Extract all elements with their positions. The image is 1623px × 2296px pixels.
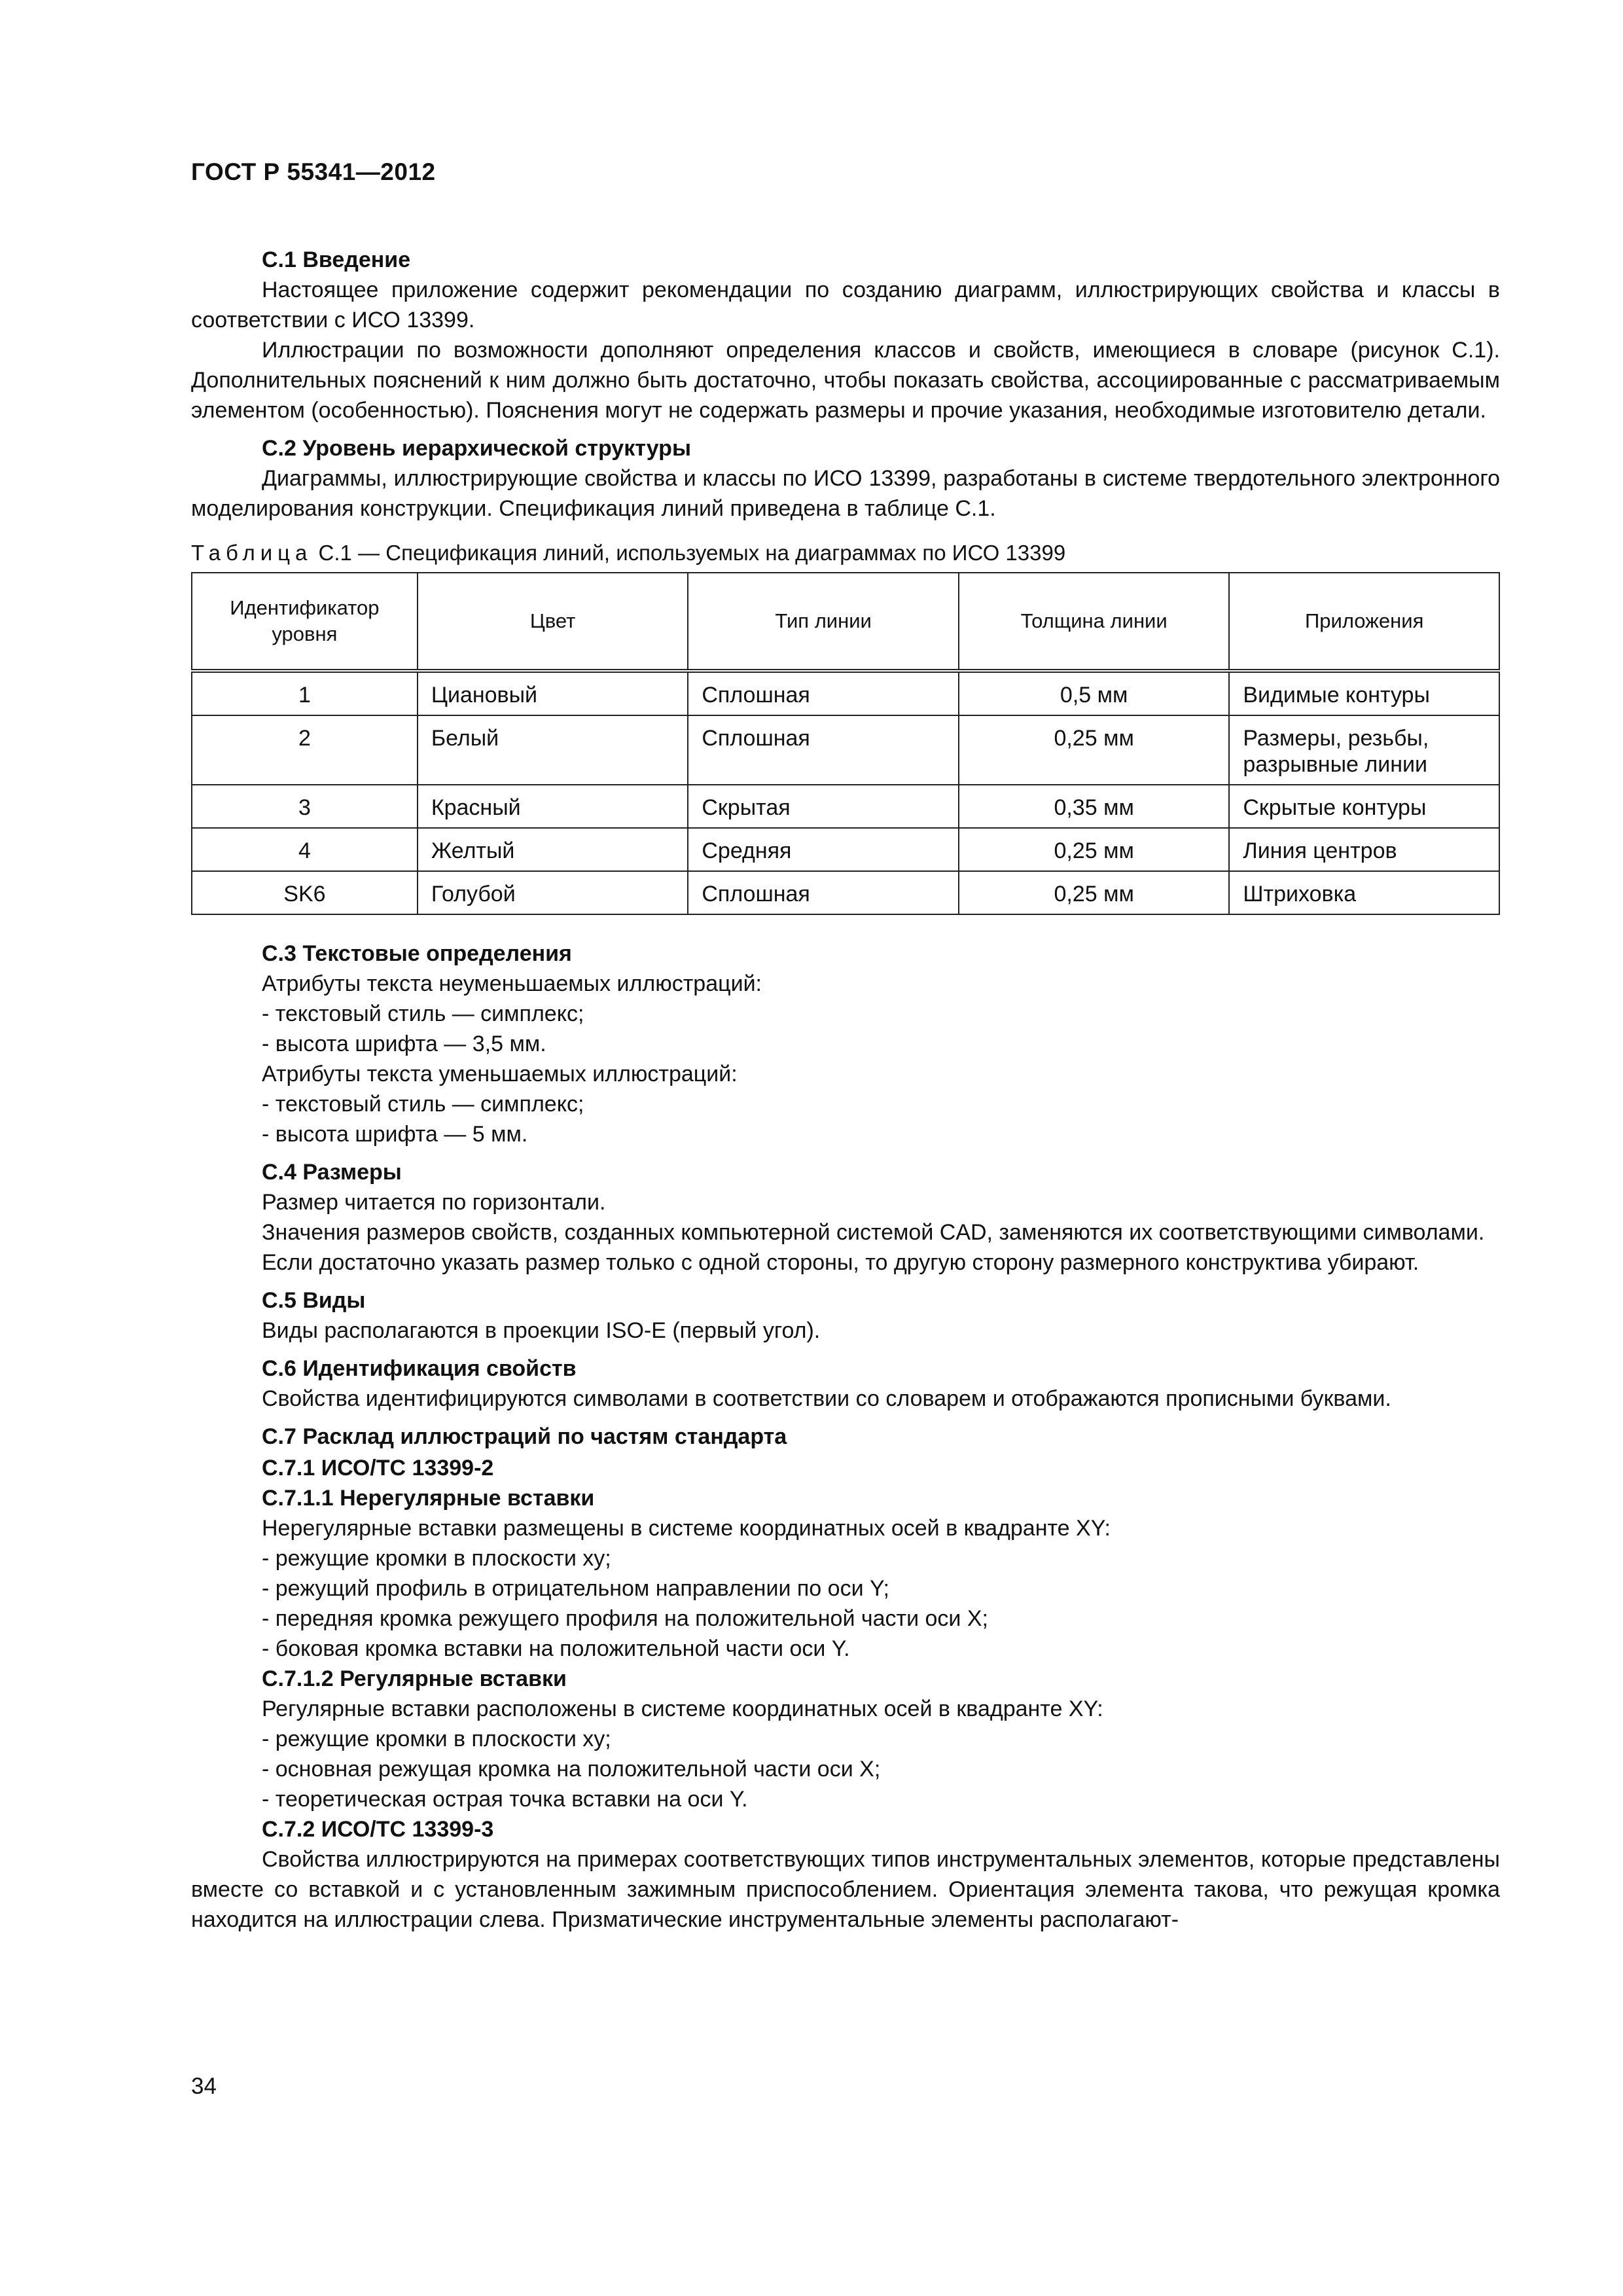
table-header-row — [192, 573, 1499, 671]
list-item: - боковая кромка вставки на положительной части оси Y. — [262, 1636, 850, 1661]
subsection-heading-c7-1-1: С.7.1.1 Нерегулярные вставки — [262, 1486, 595, 1511]
list-item: - высота шрифта — 3,5 мм. — [262, 1031, 546, 1056]
list-item: - текстовый стиль — симплекс; — [262, 1001, 584, 1026]
paragraph: Свойства иллюстрируются на примерах соответствующих типов инструментальных элементов, которые представлены вместе со вставкой и с установленным зажимным приспособлением. Ориентация элемента такова, что режущая кромка находится на иллюстрации слева. Призматические инструментальные элементы располагают- — [191, 1847, 1500, 1932]
table-cell: 4 — [192, 828, 418, 871]
table-cell: Средняя — [688, 828, 959, 871]
table-cell: Красный — [418, 785, 688, 828]
table-row — [192, 785, 1499, 828]
section-heading-c7: С.7 Расклад иллюстраций по частям стандарта — [262, 1424, 787, 1449]
table-cell: Сплошная — [688, 871, 959, 914]
document-header: ГОСТ Р 55341—2012 — [191, 158, 436, 185]
list-item: - теоретическая острая точка вставки на оси Y. — [262, 1787, 748, 1812]
table-cell: Скрытая — [688, 785, 959, 828]
list-item: - режущие кромки в плоскости xy; — [262, 1727, 611, 1751]
page-number: 34 — [191, 2073, 217, 2099]
paragraph: Настоящее приложение содержит рекомендации по созданию диаграмм, иллюстрирующих свойства и классы в соответствии с ИСО 13399. — [191, 278, 1500, 332]
subsection-heading-c7-1-2: С.7.1.2 Регулярные вставки — [262, 1666, 567, 1691]
table-cell: 0,25 мм — [959, 828, 1229, 871]
table-cell: Видимые контуры — [1229, 671, 1499, 715]
table-header-cell: Толщина линии — [959, 573, 1229, 671]
table-cell: Циановый — [418, 671, 688, 715]
paragraph: Свойства идентифицируются символами в соответствии со словарем и отображаются прописными буквами. — [262, 1386, 1391, 1411]
table-cell: 0,35 мм — [959, 785, 1229, 828]
list-item: - текстовый стиль — симплекс; — [262, 1092, 584, 1117]
paragraph: Виды располагаются в проекции ISO-E (первый угол). — [262, 1318, 821, 1343]
table-header-cell: Тип линии — [688, 573, 959, 671]
list-item: - режущие кромки в плоскости xy; — [262, 1546, 611, 1571]
table-header-cell: Приложения — [1229, 573, 1499, 671]
section-heading-c2: С.2 Уровень иерархической структуры — [262, 436, 691, 461]
text-line: Атрибуты текста неуменьшаемых иллюстраций: — [262, 971, 762, 996]
list-item: - передняя кромка режущего профиля на положительной части оси X; — [262, 1606, 988, 1631]
paragraph: Диаграммы, иллюстрирующие свойства и классы по ИСО 13399, разработаны в системе твердотельного электронного моделирования конструкции. Спецификация линий приведена в таблице С.1. — [191, 466, 1500, 521]
table-cell: Скрытые контуры — [1229, 785, 1499, 828]
subsection-heading-c7-2: С.7.2 ИСО/ТС 13399-3 — [262, 1817, 494, 1842]
table-cell: Желтый — [418, 828, 688, 871]
table-row — [192, 828, 1499, 871]
table-header-cell: Цвет — [418, 573, 688, 671]
text-line: Атрибуты текста уменьшаемых иллюстраций: — [262, 1062, 738, 1086]
paragraph: Иллюстрации по возможности дополняют определения классов и свойств, имеющиеся в словаре (рисунок С.1). Дополнительных пояснений к ним должно быть достаточно, чтобы показать свойства, ассоциированные с рассматриваемым элементом (особенностью). Пояснения могут не содержать размеры и прочие указания, необходимые изготовителю детали. — [191, 338, 1500, 423]
section-heading-c6: С.6 Идентификация свойств — [262, 1356, 577, 1381]
paragraph: Если достаточно указать размер только с одной стороны, то другую сторону размерного конструктива убирают. — [262, 1250, 1419, 1275]
table-caption-label: Таблица — [191, 541, 313, 565]
table-cell: Сплошная — [688, 671, 959, 715]
table-cell: Белый — [418, 715, 688, 785]
table-cell: 0,25 мм — [959, 871, 1229, 914]
table-row — [192, 871, 1499, 914]
table-cell: 0,25 мм — [959, 715, 1229, 785]
table-cell: 3 — [192, 785, 418, 828]
subsection-heading-c7-1: С.7.1 ИСО/ТС 13399-2 — [262, 1456, 494, 1480]
list-item: - высота шрифта — 5 мм. — [262, 1122, 528, 1147]
text-line: Регулярные вставки расположены в системе координатных осей в квадранте XY: — [262, 1696, 1103, 1721]
list-item: - режущий профиль в отрицательном направлении по оси Y; — [262, 1576, 889, 1601]
table-caption — [191, 538, 1500, 568]
section-heading-c4: С.4 Размеры — [262, 1160, 402, 1185]
paragraph: Размер читается по горизонтали. — [262, 1190, 606, 1215]
table-cell: Голубой — [418, 871, 688, 914]
table-cell: SK6 — [192, 871, 418, 914]
table-cell: Размеры, резьбы, разрывные линии — [1229, 715, 1499, 785]
section-heading-c5: С.5 Виды — [262, 1288, 366, 1313]
list-item: - основная режущая кромка на положительной части оси X; — [262, 1757, 881, 1782]
table-header-cell: Идентификатор уровня — [192, 573, 418, 671]
table-row — [192, 671, 1499, 715]
table-cell: Линия центров — [1229, 828, 1499, 871]
table-caption-text: С.1 — Спецификация линий, используемых на диаграммах по ИСО 13399 — [312, 541, 1066, 565]
table-row — [192, 715, 1499, 785]
document-body — [191, 237, 1500, 1935]
section-heading-c3: С.3 Текстовые определения — [262, 941, 572, 966]
table-cell: Штриховка — [1229, 871, 1499, 914]
paragraph: Значения размеров свойств, созданных компьютерной системой CAD, заменяются их соответствующими символами. — [262, 1220, 1485, 1245]
section-heading-c1: С.1 Введение — [262, 247, 411, 272]
table-cell: Сплошная — [688, 715, 959, 785]
table-cell: 0,5 мм — [959, 671, 1229, 715]
text-line: Нерегулярные вставки размещены в системе координатных осей в квадранте XY: — [262, 1516, 1111, 1541]
table-cell: 2 — [192, 715, 418, 785]
table-cell: 1 — [192, 671, 418, 715]
line-spec-table — [191, 572, 1500, 915]
